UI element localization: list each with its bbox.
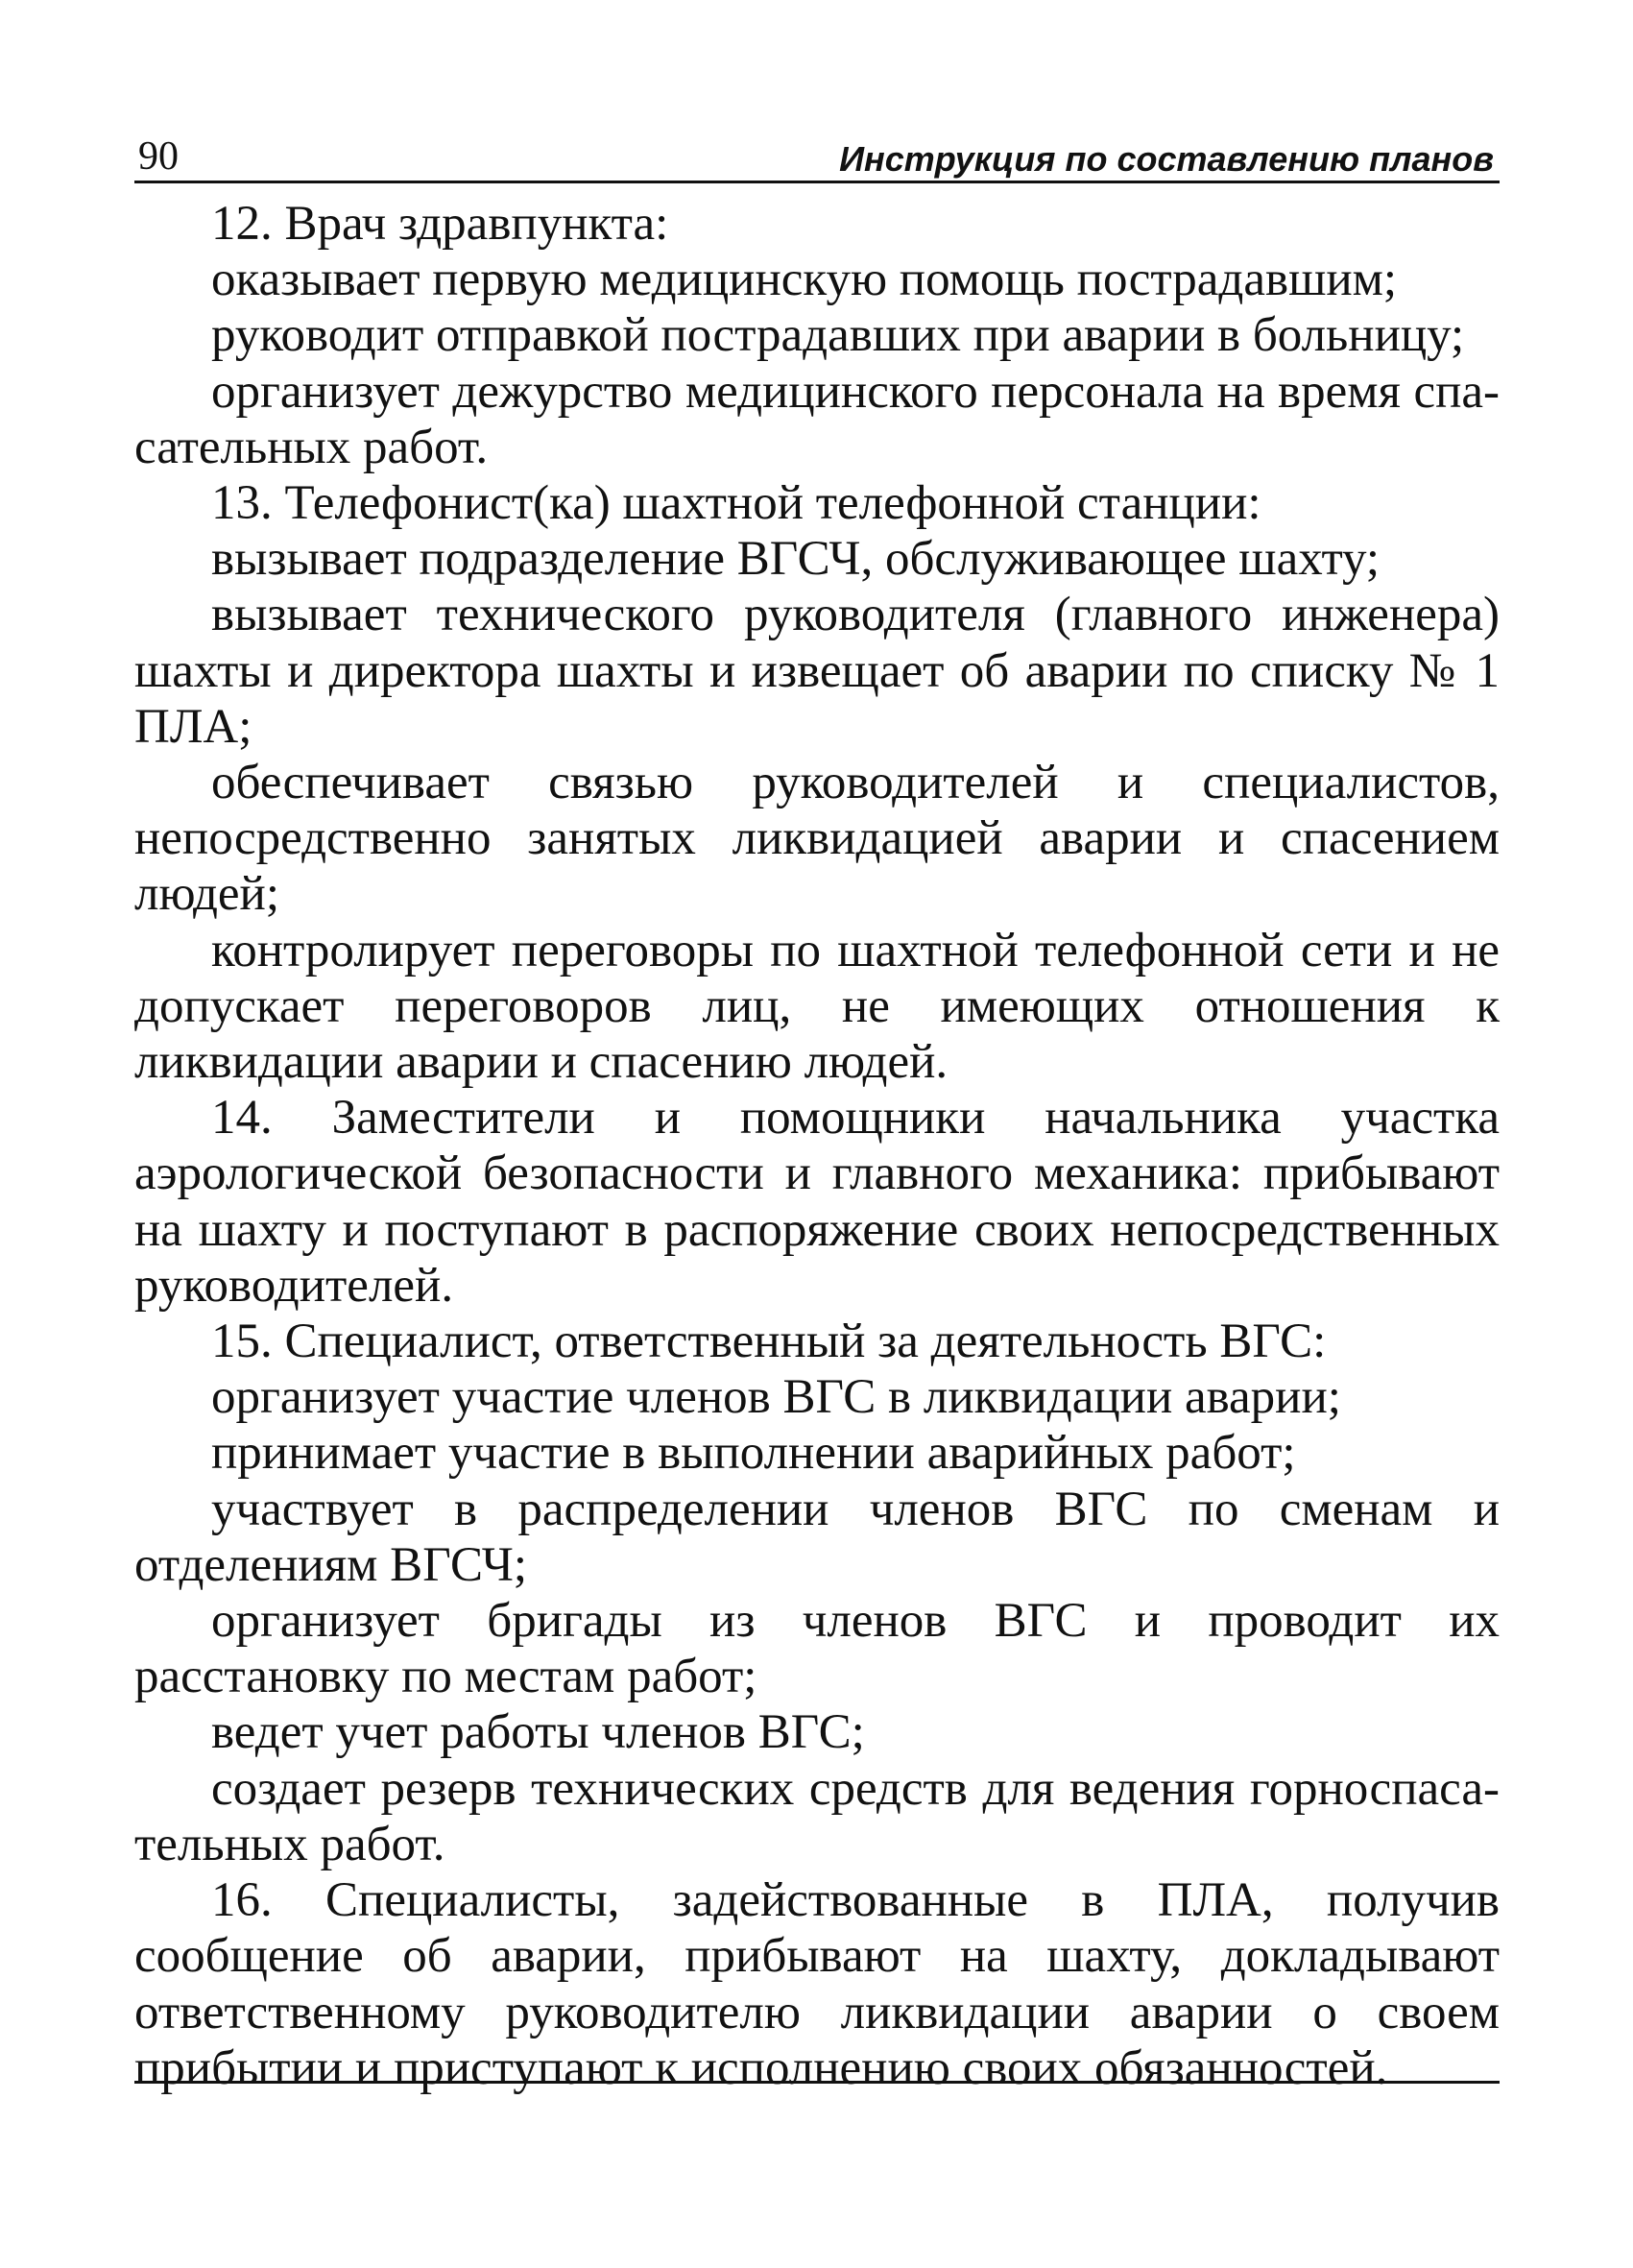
- paragraph: организует бригады из членов ВГС и проводит их расстановку по местам работ;: [134, 1594, 1500, 1704]
- paragraph: организует дежурство медицинского персонала на время спасательных работ.: [134, 364, 1500, 474]
- paragraph: оказывает первую медицинскую помощь пострадавшим;: [211, 253, 1398, 307]
- paragraph: 16. Специалисты, задействованные в ПЛА, получив сообщение об аварии, прибывают на шахту, докладывают ответственному руководителю ликвидации аварии о своем прибытии и приступают к исполнению своих обязанностей.: [134, 1873, 1500, 2095]
- running-title: Инструкция по составлению планов: [839, 139, 1494, 179]
- page-header: [134, 123, 1500, 183]
- paragraph: принимает участие в выполнении аварийных работ;: [211, 1426, 1296, 1481]
- paragraph: вызывает подразделение ВГСЧ, обслуживающее шахту;: [211, 532, 1381, 587]
- footer-rule: [134, 2081, 1500, 2084]
- paragraph: обеспечивает связью руководителей и специалистов, непосредственно занятых ликвидацией аварии и спасением людей;: [134, 756, 1500, 922]
- paragraph: участвует в распределении членов ВГС по сменам и отделениям ВГСЧ;: [134, 1482, 1500, 1592]
- paragraph: создает резерв технических средств для ведения горноспасательных работ.: [134, 1761, 1500, 1871]
- paragraph: 15. Специалист, ответственный за деятельность ВГС:: [211, 1315, 1327, 1369]
- paragraph: 12. Врач здравпункта:: [211, 197, 669, 251]
- paragraph: руководит отправкой пострадавших при аварии в больницу;: [211, 308, 1465, 363]
- paragraph: вызывает технического руководителя (главного инженера) шахты и директора шахты и извещает об аварии по списку № 1 ПЛА;: [134, 588, 1500, 754]
- paragraph: ведет учет работы членов ВГС;: [211, 1705, 865, 1760]
- paragraph: контролирует переговоры по шахтной телефонной сети и не допускает переговоров лиц, не имеющих отношения к ликвидации аварии и спасению людей.: [134, 923, 1500, 1090]
- paragraph: 14. Заместители и помощники начальника участка аэрологической безопасности и главного механика: прибывают на шахту и поступают в распоряжение своих непосредственных руководителей.: [134, 1091, 1500, 1313]
- page-number: 90: [138, 134, 179, 179]
- body-text: [134, 196, 1500, 2096]
- paragraph: организует участие членов ВГС в ликвидации аварии;: [211, 1370, 1341, 1425]
- paragraph: 13. Телефонист(ка) шахтной телефонной станции:: [211, 476, 1261, 531]
